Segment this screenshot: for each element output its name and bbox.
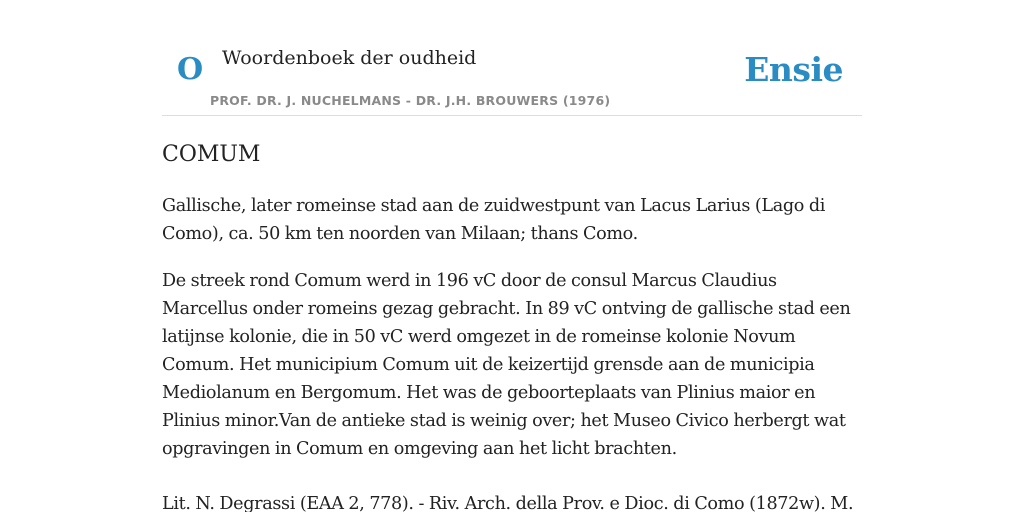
ensie-logo-link[interactable]: Ensie — [744, 50, 843, 89]
page-container — [162, 0, 862, 512]
article-paragraph: Gallische, later romeinse stad aan de zuidwestpunt van Lacus Larius (Lago di Como), ca. 50 km ten noorden van Milaan; thans Como. — [162, 196, 826, 244]
header — [162, 0, 862, 116]
book-title[interactable]: Woordenboek der oudheid — [222, 47, 477, 69]
book-authors: PROF. DR. J. NUCHELMANS - DR. J.H. BROUWERS (1976) — [210, 93, 611, 108]
article-headword: COMUM — [162, 142, 261, 167]
index-letter[interactable]: O — [177, 52, 204, 87]
article-paragraph: De streek rond Comum werd in 196 vC door de consul Marcus Claudius Marcellus onder romeins gezag gebracht. In 89 vC ontving de gallische stad een latijnse kolonie, die in 50 vC werd omgezet in de romeinse kolonie Novum Comum. Het municipium Comum uit de keizertijd grensde aan de municipia Mediolanum en Bergomum. Het was de geboorteplaats van Plinius maior en Plinius minor.Van de antieke stad is weinig over; het Museo Civico herbergt wat opgravingen in Comum en omgeving aan het licht brachten. — [162, 271, 851, 459]
article-literature: Lit. N. Degrassi (EAA 2, 778). - Riv. Arch. della Prov. e Dioc. di Como (1872w). M. — [162, 494, 854, 512]
